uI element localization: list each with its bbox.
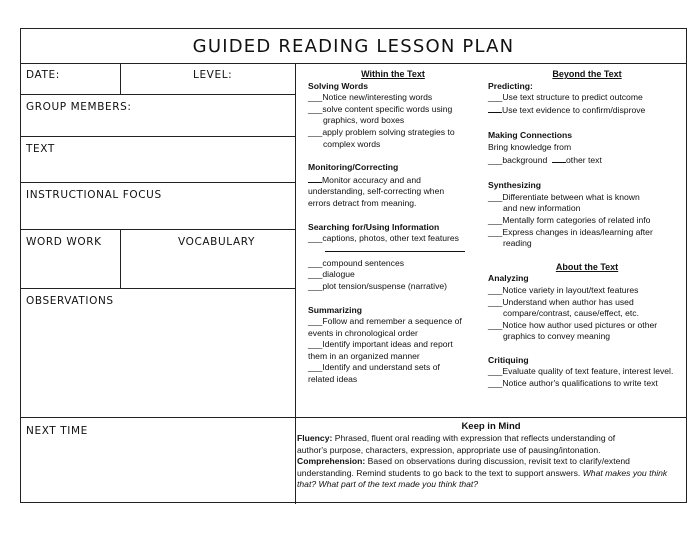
checklist-text: ___background xyxy=(488,154,548,165)
checklist-item[interactable] xyxy=(488,154,686,167)
checklist-item-cont: reading xyxy=(503,238,532,249)
checklist-item-cont: graphics to convey meaning xyxy=(503,331,611,342)
word-work-label: WORD WORK xyxy=(26,236,102,248)
analyzing-heading: Analyzing xyxy=(488,273,529,284)
text-cell[interactable] xyxy=(21,137,295,183)
group-members-label: GROUP MEMBERS: xyxy=(26,101,132,113)
checklist-text: Monitor accuracy and and xyxy=(322,174,421,185)
check-blank xyxy=(488,104,502,113)
comprehension-question-2: that? What part of the text made you think that? xyxy=(297,479,479,490)
checklist-item[interactable]: ___Follow and remember a sequence of xyxy=(308,316,462,327)
date-label: DATE: xyxy=(26,69,60,81)
instructional-focus-label: INSTRUCTIONAL FOCUS xyxy=(26,189,162,201)
within-the-text-column xyxy=(308,69,478,386)
fluency-label: Fluency: xyxy=(297,433,333,444)
checklist-item[interactable]: ___compound sentences xyxy=(308,257,405,268)
checklist-item-cont: and new information xyxy=(503,203,581,214)
next-time-label: NEXT TIME xyxy=(26,425,88,437)
fluency-text-cont: author's purpose, characters, expression, appropriate use of pausing/intonation. xyxy=(297,444,601,455)
checklist-text: Use text evidence to confirm/disprove xyxy=(502,104,646,115)
checklist-item[interactable]: ___plot tension/suspense (narrative) xyxy=(308,280,448,291)
beyond-the-text-column xyxy=(488,69,686,390)
checklist-item[interactable]: ___captions, photos, other text features xyxy=(308,233,459,244)
solving-words-heading: Solving Words xyxy=(308,80,369,91)
checklist-item[interactable]: ___Evaluate quality of text feature, interest level. xyxy=(488,366,674,377)
comprehension-question: What makes you think xyxy=(582,467,668,478)
checklist-item-cont: understanding, self-correcting when xyxy=(308,186,445,197)
checklist-item-cont: graphics, word boxes xyxy=(323,115,405,126)
keep-in-mind-box xyxy=(297,421,685,490)
checklist-item-cont: errors detract from meaning. xyxy=(308,197,417,208)
checklist-item-cont: complex words xyxy=(323,138,381,149)
checklist-item[interactable]: ___Notice how author used pictures or other xyxy=(488,319,658,330)
checklist-item[interactable]: ___Identify and understand sets of xyxy=(308,362,440,373)
checklist-item-cont: compare/contrast, cause/effect, etc. xyxy=(503,308,639,319)
making-connections-heading: Making Connections xyxy=(488,130,573,141)
fluency-text: Phrased, fluent oral reading with expression that reflects understanding of xyxy=(334,433,616,444)
checklist-item[interactable]: ___Identify important ideas and report xyxy=(308,339,453,350)
checklist-item[interactable] xyxy=(488,104,686,117)
monitoring-heading: Monitoring/Correcting xyxy=(308,162,399,173)
level-label: LEVEL: xyxy=(193,69,233,81)
predicting-heading: Predicting: xyxy=(488,80,533,91)
summarizing-heading: Summarizing xyxy=(308,304,362,315)
checklist-item[interactable]: ___Express changes in ideas/learning after xyxy=(488,226,653,237)
vocabulary-label: VOCABULARY xyxy=(178,236,255,248)
checklist-item[interactable]: ___solve content specific words using xyxy=(308,103,453,114)
checklist-item-cont: related ideas xyxy=(308,374,358,385)
checklist-item[interactable] xyxy=(308,174,478,187)
comprehension-label: Comprehension: xyxy=(297,456,366,467)
title-bar xyxy=(21,29,686,64)
checklist-item[interactable]: ___Mentally form categories of related info xyxy=(488,214,651,225)
about-heading: About the Text xyxy=(555,261,619,272)
synthesizing-heading: Synthesizing xyxy=(488,180,542,191)
checklist-item[interactable]: ___dialogue xyxy=(308,269,355,280)
checklist-text: other text xyxy=(566,154,602,165)
comprehension-question-cont xyxy=(297,479,685,490)
critiquing-heading: Critiquing xyxy=(488,354,529,365)
column-divider xyxy=(295,64,296,504)
page-title: GUIDED READING LESSON PLAN xyxy=(192,35,515,57)
checklist-item[interactable]: ___Notice author's qualifications to write text xyxy=(488,378,658,389)
write-in-line[interactable] xyxy=(325,245,465,252)
check-blank xyxy=(308,174,322,183)
checklist-item-cont: events in chronological order xyxy=(308,327,418,338)
fluency-line xyxy=(297,433,685,444)
checklist-item[interactable]: ___Differentiate between what is known xyxy=(488,191,640,202)
checklist-item[interactable]: ___Notice variety in layout/text features xyxy=(488,284,639,295)
observations-label: OBSERVATIONS xyxy=(26,295,114,307)
keep-in-mind-heading: Keep in Mind xyxy=(461,421,521,432)
checklist-item-cont: them in an organized manner xyxy=(308,350,420,361)
within-heading: Within the Text xyxy=(361,69,425,79)
comprehension-text-2: understanding. Remind students to go back to the text to support answers. xyxy=(297,467,581,478)
comprehension-line xyxy=(297,456,685,467)
checklist-text: Bring knowledge from xyxy=(488,141,572,152)
comprehension-text-cont xyxy=(297,468,685,479)
check-blank xyxy=(552,154,566,163)
text-label: TEXT xyxy=(26,143,55,155)
checklist-item[interactable]: ___apply problem solving strategies to xyxy=(308,126,455,137)
beyond-heading: Beyond the Text xyxy=(552,69,622,79)
checklist-item[interactable]: ___Use text structure to predict outcome xyxy=(488,92,643,103)
checklist-item[interactable]: ___Understand when author has used xyxy=(488,296,634,307)
lesson-plan-sheet xyxy=(20,28,687,503)
searching-heading: Searching for/Using Information xyxy=(308,221,440,232)
comprehension-text: Based on observations during discussion, revisit text to clarify/extend xyxy=(367,456,630,467)
checklist-item[interactable]: ___Notice new/interesting words xyxy=(308,92,433,103)
observations-cell[interactable] xyxy=(21,289,295,417)
